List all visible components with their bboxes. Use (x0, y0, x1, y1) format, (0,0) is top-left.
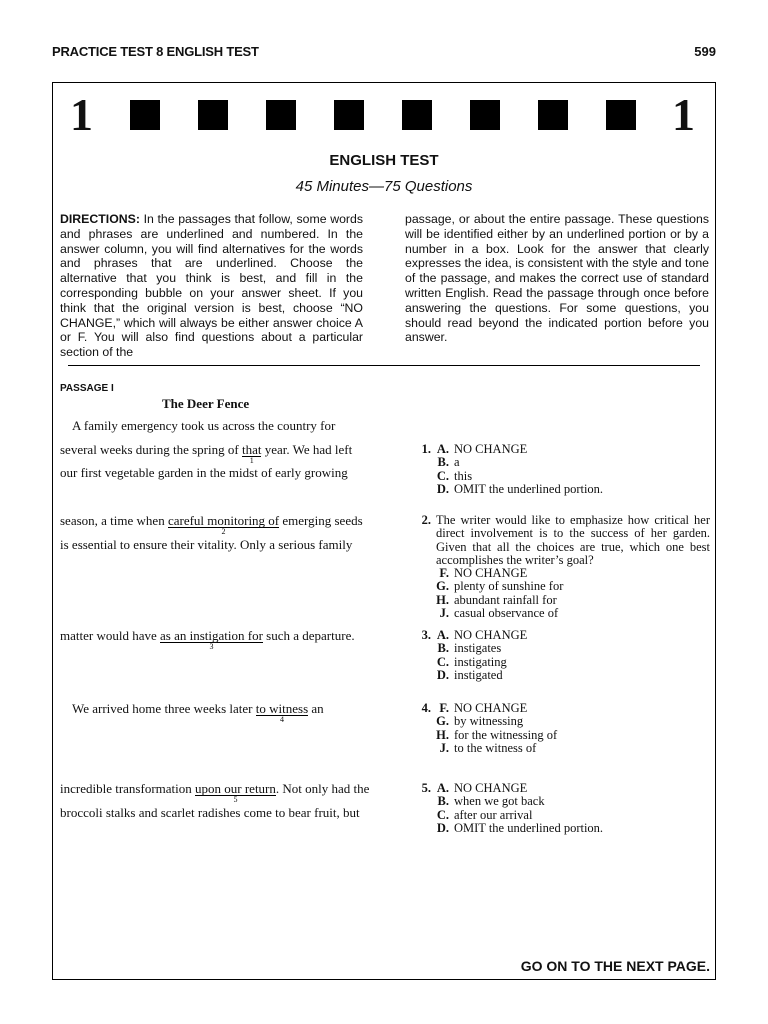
option-text: after our arrival (454, 807, 533, 822)
question-number: 2. (421, 513, 431, 527)
banner-square (402, 100, 432, 130)
option-text: this (454, 468, 473, 483)
question-5 (414, 782, 710, 835)
option-letter: D. (436, 481, 449, 496)
underlined-portion-2[interactable] (167, 513, 280, 536)
option-text: instigated (454, 667, 503, 682)
passage-text: an (308, 701, 324, 716)
passage-line (60, 628, 355, 651)
passage-title: The Deer Fence (162, 396, 250, 411)
passage-line: broccoli stalks and scarlet radishes come to bear fruit, but (60, 805, 360, 820)
passage-text: year. We had left (261, 442, 353, 457)
passage-line: A family emergency took us across the country for (72, 418, 336, 433)
directions-text-left: In the passages that follow, some words and phrases are underlined and numbered. In the answer column, you will find alternatives for the words and phrases that are underlined. Choose the alternative that you think is best, and fill in the corresponding bubble on your answer sheet. If you think that the original version is best, choose “NO CHANGE,” which will always be either answer choice A or F. You will also find questions about a particular section of the (60, 212, 363, 360)
question-number: 4. (421, 701, 431, 715)
passage-line (60, 513, 363, 536)
banner-square (198, 100, 228, 130)
option-letter: A. (436, 781, 449, 795)
test-subtitle: 45 Minutes—75 Questions (295, 178, 473, 195)
question-stem: The writer would like to emphasize how critical her direct involvement is to the success of her garden. Given that all the choices are true, which one best accomplishes the writer’s goal? (436, 513, 710, 567)
answer-option[interactable] (414, 629, 710, 642)
answer-option[interactable] (414, 456, 710, 469)
option-letter: B. (437, 455, 449, 470)
answer-option[interactable] (414, 742, 710, 755)
passage-text: incredible transformation (60, 781, 196, 796)
section-number-left: 1 (70, 89, 93, 140)
answer-option[interactable] (414, 443, 710, 456)
question-number: 3. (421, 628, 431, 642)
question-ref-number: 4 (279, 715, 284, 724)
test-title: ENGLISH TEST (329, 152, 439, 169)
underlined-portion-5[interactable] (195, 781, 276, 804)
option-letter: C. (436, 654, 449, 669)
answer-option[interactable] (414, 470, 710, 483)
divider-rule (68, 365, 700, 366)
option-letter: H. (436, 727, 449, 742)
option-letter: C. (436, 807, 449, 822)
answer-option[interactable] (414, 483, 710, 496)
answer-option[interactable] (414, 669, 710, 682)
option-letter: C. (436, 468, 449, 483)
option-letter: A. (436, 442, 449, 456)
passage-text: such a departure. (262, 628, 355, 643)
answer-option[interactable] (414, 782, 710, 795)
option-letter: F. (439, 701, 449, 715)
passage-text: several weeks during the spring of (60, 442, 242, 457)
answer-option[interactable] (414, 607, 710, 620)
option-text: NO CHANGE (454, 628, 528, 642)
question-number: 5. (421, 781, 431, 795)
option-text: abundant rainfall for (454, 592, 557, 607)
question-3 (414, 629, 710, 682)
option-text: NO CHANGE (454, 566, 528, 581)
page-number: 599 (694, 44, 716, 59)
option-letter: J. (439, 740, 449, 755)
section-number-right: 1 (672, 89, 695, 140)
option-letter: H. (436, 592, 449, 607)
option-text: instigates (454, 641, 502, 656)
option-text: a (454, 455, 460, 470)
question-stem-row (414, 514, 710, 567)
question-1 (414, 443, 710, 496)
option-text: OMIT the underlined portion. (454, 481, 604, 496)
option-text: NO CHANGE (454, 781, 528, 795)
option-letter: B. (437, 794, 449, 809)
option-letter: D. (436, 820, 449, 835)
underlined-portion-4[interactable] (255, 701, 309, 724)
directions-right-column: passage, or about the entire passage. These questions will be identified either by an underlined portion or by a number in a box. Look for the answer that clearly expresses the idea, is consistent with the style and tone of the passage, and makes the correct use of standard written English. Read the passage through once before answering the questions. For some questions, you should read beyond the indicated portion before you answer. (405, 212, 709, 345)
option-text: when we got back (454, 794, 545, 809)
passage-line (72, 701, 324, 724)
passage-text: matter would have (60, 628, 160, 643)
option-text: by witnessing (454, 714, 524, 729)
banner-square (334, 100, 364, 130)
underlined-text: as an instigation for (160, 628, 263, 643)
question-ref-number: 3 (209, 642, 214, 651)
option-text: NO CHANGE (454, 442, 528, 456)
banner-square (606, 100, 636, 130)
option-letter: J. (439, 606, 449, 621)
answer-option[interactable] (414, 580, 710, 593)
option-text: OMIT the underlined portion. (454, 820, 604, 835)
option-text: casual observance of (454, 606, 559, 621)
question-2 (414, 514, 710, 620)
option-letter: B. (437, 641, 449, 656)
option-text: NO CHANGE (454, 701, 528, 715)
option-letter: A. (436, 628, 449, 642)
answer-option[interactable] (414, 729, 710, 742)
answer-option[interactable] (414, 795, 710, 808)
passage-line: is essential to ensure their vitality. Only a serious family (60, 537, 353, 552)
underlined-text: that (241, 442, 262, 457)
option-text: to the witness of (454, 740, 537, 755)
option-letter: D. (436, 667, 449, 682)
banner-square (266, 100, 296, 130)
option-letter: G. (436, 714, 449, 729)
option-text: instigating (454, 654, 507, 669)
question-ref-number: 1 (249, 456, 254, 465)
banner-square (130, 100, 160, 130)
passage-text: . Not only had the (275, 781, 370, 796)
question-ref-number: 2 (221, 527, 226, 536)
passage-text: season, a time when (60, 513, 168, 528)
directions-label: DIRECTIONS: (60, 212, 140, 226)
answer-option[interactable] (414, 642, 710, 655)
answer-option[interactable] (414, 715, 710, 728)
answer-option[interactable] (414, 567, 710, 580)
underlined-text: to witness (255, 701, 309, 716)
go-on-footer: GO ON TO THE NEXT PAGE. (520, 958, 710, 974)
option-text: plenty of sunshine for (454, 579, 564, 594)
option-text: for the witnessing of (454, 727, 558, 742)
passage-line (60, 781, 370, 804)
passage-text: We arrived home three weeks later (72, 701, 256, 716)
passage-line (60, 442, 353, 465)
underlined-text: careful monitoring of (167, 513, 280, 528)
answer-option[interactable] (414, 656, 710, 669)
answer-option[interactable] (414, 809, 710, 822)
option-letter: G. (436, 579, 449, 594)
passage-line: our first vegetable garden in the midst of early growing (60, 465, 348, 480)
underlined-portion-1[interactable] (241, 442, 262, 465)
answer-option[interactable] (414, 822, 710, 835)
question-4 (414, 702, 710, 755)
underlined-text: upon our return (195, 781, 276, 796)
answer-option[interactable] (414, 702, 710, 715)
underlined-portion-3[interactable] (160, 628, 263, 651)
passage-label: PASSAGE I (60, 383, 114, 394)
option-letter: F. (439, 566, 449, 581)
banner-square (538, 100, 568, 130)
question-number: 1. (421, 442, 431, 456)
running-header-title: PRACTICE TEST 8 ENGLISH TEST (52, 44, 259, 59)
banner-square (470, 100, 500, 130)
directions-left-column (60, 212, 363, 360)
passage-text: emerging seeds (279, 513, 363, 528)
answer-option[interactable] (414, 594, 710, 607)
question-ref-number: 5 (233, 795, 238, 804)
